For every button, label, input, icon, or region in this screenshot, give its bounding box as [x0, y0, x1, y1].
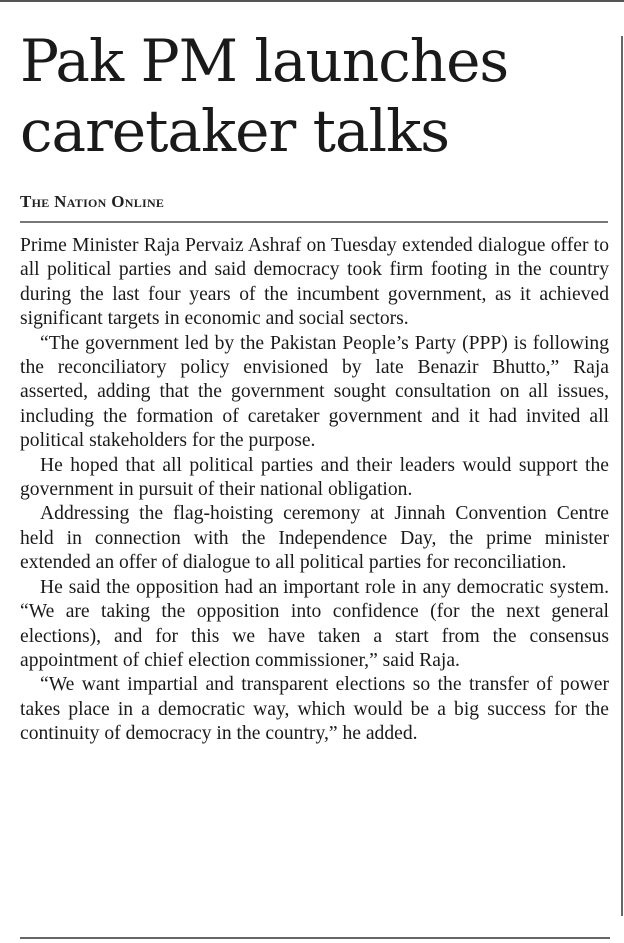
- bottom-border-rule: [20, 937, 610, 939]
- paragraph-1: Prime Minister Raja Pervaiz Ashraf on Tuesday extended dialogue offer to all political parties and said democracy took firm footing in the country during the last four years of the incumbent government, as it achieved significant targets in economic and social sectors.: [20, 235, 609, 330]
- byline: The Nation Online: [20, 192, 165, 211]
- right-column-rule: [621, 36, 623, 916]
- headline: Pak PM launches caretaker talks: [20, 27, 509, 165]
- top-border-rule: [0, 0, 624, 2]
- paragraph-3: He hoped that all political parties and their leaders would support the government in pursuit of their national obligation.: [20, 454, 609, 501]
- paragraph-4: Addressing the flag-hoisting ceremony at Jinnah Convention Centre held in connection with the Independence Day, the prime minister extended an offer of dialogue to all political parties for reconciliation.: [20, 503, 609, 574]
- paragraph-2: “The government led by the Pakistan People’s Party (PPP) is following the reconciliatory policy envisioned by late Benazir Bhutto,” Raja asserted, adding that the government sought consultation on all issues, including the formation of caretaker government and it had invited all political stakeholders for the purpose.: [20, 332, 609, 452]
- article-body: [20, 234, 609, 747]
- byline-divider: [20, 221, 608, 223]
- paragraph-6: “We want impartial and transparent elections so the transfer of power takes place in a democratic way, which would be a big success for the continuity of democracy in the country,” he added.: [20, 674, 609, 745]
- paragraph-5: He said the opposition had an important role in any democratic system. “We are taking the opposition into confidence (for the next general elections), and for this we have taken a start from the consensus appointment of chief election commissioner,” said Raja.: [20, 576, 609, 671]
